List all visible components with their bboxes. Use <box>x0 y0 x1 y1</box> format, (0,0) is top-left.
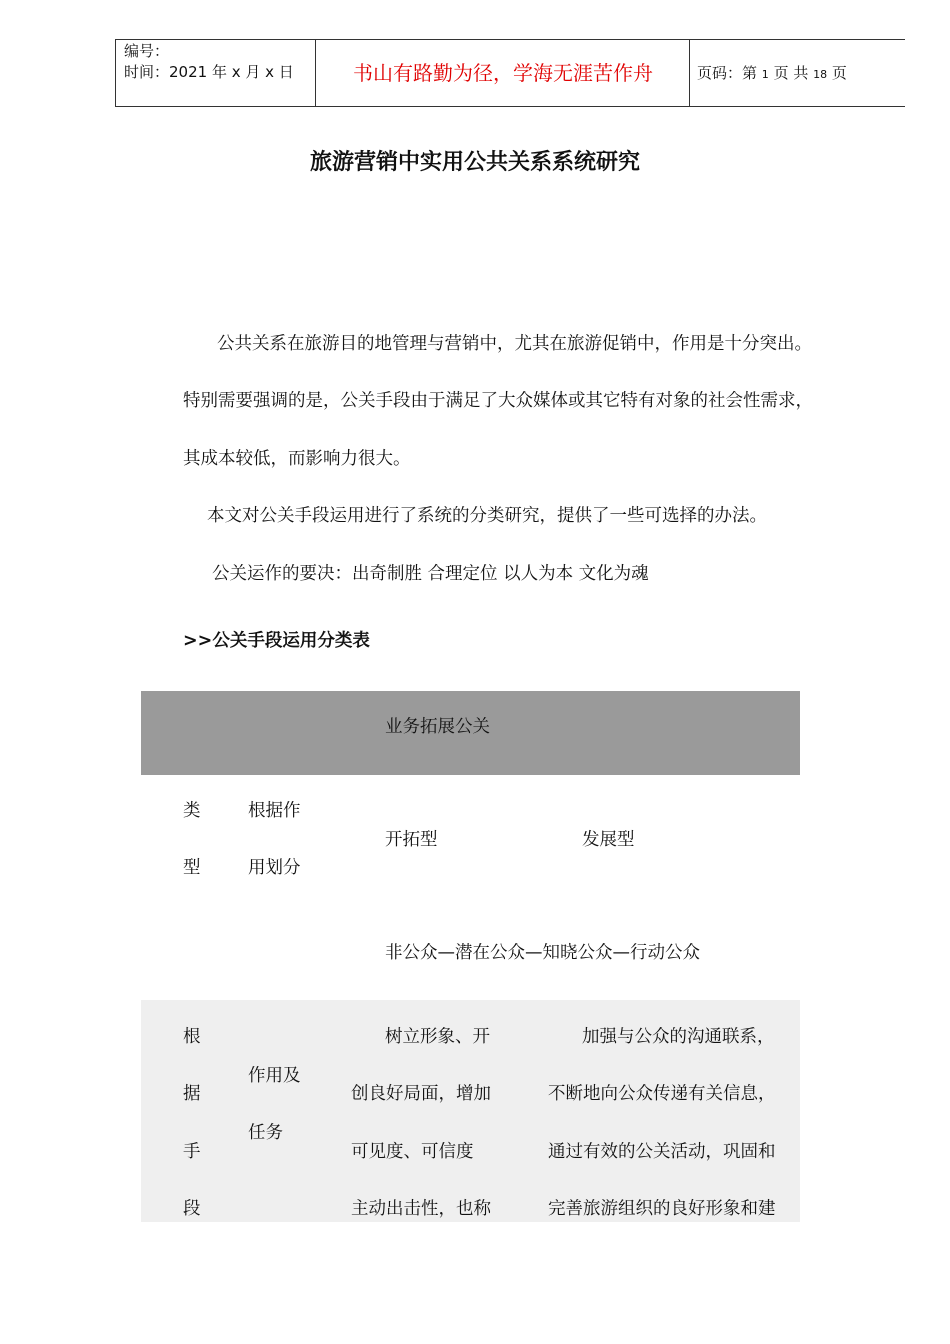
classify-label: 用划分 <box>248 858 301 878</box>
body-paragraph: 其成本较低，而影响力很大。 <box>183 449 411 469</box>
page-header <box>115 39 905 107</box>
pioneer-text: 树立形象、开 <box>385 1027 490 1047</box>
pioneer-text: 可见度、可信度 <box>351 1142 474 1162</box>
document-title: 旅游营销中实用公共关系系统研究 <box>309 150 640 175</box>
pioneer-text: 主动出击性，也称 <box>351 1199 491 1219</box>
section-heading: >>公关手段运用分类表 <box>183 631 370 651</box>
column-pioneer: 开拓型 <box>385 830 438 850</box>
develop-text: 加强与公众的沟通联系， <box>582 1027 775 1047</box>
type-label: 类 <box>183 801 201 821</box>
develop-text: 完善旅游组织的良好形象和建 <box>548 1199 776 1219</box>
page-total: 18 <box>813 68 828 81</box>
header-divider <box>689 39 690 107</box>
basis-label: 手 <box>183 1142 201 1162</box>
body-paragraph: 公共关系在旅游目的地管理与营销中，尤其在旅游促销中，作用是十分突出。 <box>217 334 812 354</box>
column-develop: 发展型 <box>582 830 635 850</box>
basis-label: 根 <box>183 1027 201 1047</box>
table-header-label: 业务拓展公关 <box>385 717 490 737</box>
page-suffix: 页 <box>831 64 847 82</box>
header-motto: 书山有路勤为径，学海无涯苦作舟 <box>353 61 653 85</box>
type-label: 型 <box>183 858 201 878</box>
pioneer-text: 创良好局面，增加 <box>351 1084 491 1104</box>
role-label: 作用及 <box>248 1066 301 1086</box>
page-counter <box>697 39 847 107</box>
role-label: 任务 <box>248 1123 283 1143</box>
classify-label: 根据作 <box>248 801 301 821</box>
page-mid: 页 共 <box>773 64 809 82</box>
serial-label: 编号： <box>124 42 170 60</box>
page-current: 1 <box>761 68 769 81</box>
public-chain: 非公众—潜在公众—知晓公众—行动公众 <box>385 943 700 963</box>
header-divider <box>115 39 116 107</box>
develop-text: 通过有效的公关活动，巩固和 <box>548 1142 776 1162</box>
header-divider <box>315 39 316 107</box>
page-prefix: 页码：第 <box>697 64 758 82</box>
basis-label: 据 <box>183 1084 201 1104</box>
body-paragraph: 特别需要强调的是，公关手段由于满足了大众媒体或其它特有对象的社会性需求， <box>183 391 813 411</box>
develop-text: 不断地向公众传递有关信息， <box>548 1084 776 1104</box>
body-paragraph: 本文对公关手段运用进行了系统的分类研究，提供了一些可选择的办法。 <box>207 506 767 526</box>
body-paragraph: 公关运作的要决：出奇制胜 合理定位 以人为本 文化为魂 <box>212 564 649 584</box>
header-meta <box>124 41 294 83</box>
date-text: 时间：2021 年 x 月 x 日 <box>124 63 294 81</box>
basis-label: 段 <box>183 1199 201 1219</box>
